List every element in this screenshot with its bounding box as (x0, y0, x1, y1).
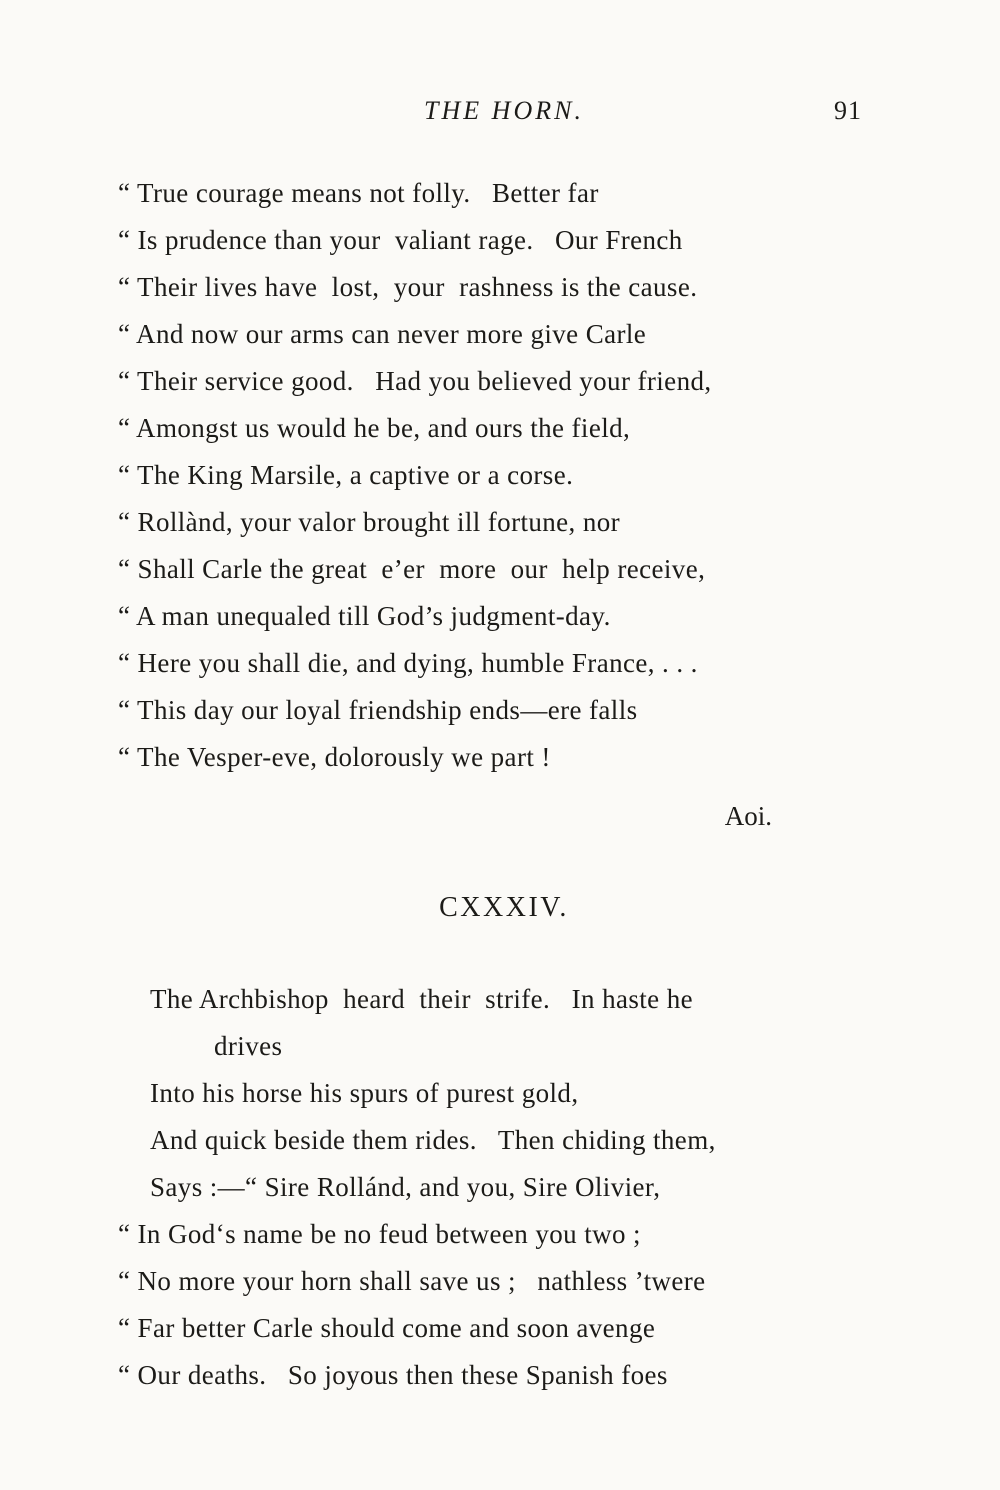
running-head (118, 96, 890, 126)
poem-line: “ Our deaths. So joyous then these Spanish foes (118, 1360, 668, 1390)
poem-line: “ Their lives have lost, your rashness is the cause. (118, 272, 698, 302)
poem-line: “ The Vesper-eve, dolorously we part ! (118, 742, 551, 772)
poem-line: Into his horse his spurs of purest gold, (150, 1078, 579, 1108)
poem-line: And quick beside them rides. Then chiding them, (150, 1125, 716, 1155)
text-block (118, 96, 890, 1399)
poem-line: “ Far better Carle should come and soon avenge (118, 1313, 656, 1343)
poem-line: “ In God‘s name be no feud between you two ; (118, 1219, 641, 1249)
poem-line: “ Here you shall die, and dying, humble France, . . . (118, 648, 698, 678)
poem-line: Says :—“ Sire Rollánd, and you, Sire Olivier, (150, 1172, 661, 1202)
poem-line: “ The King Marsile, a captive or a corse. (118, 460, 574, 490)
poem-line: drives (214, 1031, 283, 1061)
poem-line: “ Their service good. Had you believed your friend, (118, 366, 712, 396)
page-title: THE HORN. (424, 96, 584, 125)
stanza-2 (118, 976, 890, 1399)
poem-line: “ Rollànd, your valor brought ill fortune, nor (118, 507, 621, 537)
poem-line: “ No more your horn shall save us ; nathless ’twere (118, 1266, 706, 1296)
poem-line: “ A man unequaled till God’s judgment-day. (118, 601, 611, 631)
page-number: 91 (834, 96, 862, 125)
poem-line: “ And now our arms can never more give Carle (118, 319, 647, 349)
poem-line: “ Amongst us would he be, and ours the field, (118, 413, 631, 443)
poem-line: “ Is prudence than your valiant rage. Our French (118, 225, 683, 255)
section-heading: CXXXIV. (439, 892, 569, 923)
poem-line: “ True courage means not folly. Better far (118, 178, 599, 208)
poem-line: “ This day our loyal friendship ends—ere falls (118, 695, 638, 725)
poem-line: The Archbishop heard their strife. In haste he (150, 984, 693, 1014)
poem-line: “ Shall Carle the great e’er more our help receive, (118, 554, 706, 584)
aoi-mark: Aoi. (724, 801, 772, 831)
stanza-1 (118, 170, 890, 781)
